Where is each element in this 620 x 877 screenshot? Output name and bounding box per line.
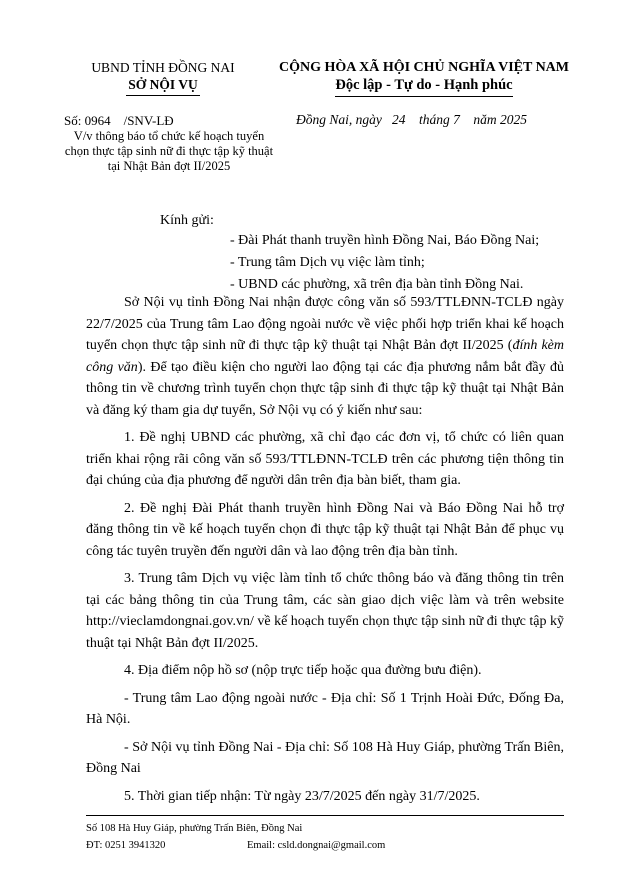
item-4-address-b: - Sở Nội vụ tỉnh Đồng Nai - Địa chỉ: Số 108 Hà Huy Giáp, phường Trấn Biên, Đồng Nai	[86, 739, 564, 776]
national-header	[274, 59, 574, 97]
recipient-item: - UBND các phường, xã trên địa bàn tỉnh Đồng Nai.	[230, 277, 524, 292]
item-4-address-a: - Trung tâm Lao động ngoài nước - Địa chỉ: Số 1 Trịnh Hoài Đức, Đống Đa, Hà Nội.	[86, 690, 564, 727]
letter-body	[86, 292, 564, 813]
page-footer	[86, 820, 564, 854]
national-motto: Độc lập - Tự do - Hạnh phúc	[335, 77, 513, 93]
document-subject: V/v thông báo tổ chức kế hoạch tuyển chọn thực tập sinh nữ đi thực tập kỹ thuật tại Nhật Bản đợt II/2025	[64, 129, 274, 173]
item-4: 4. Địa điểm nộp hồ sơ (nộp trực tiếp hoặc qua đường bưu điện).	[124, 663, 482, 678]
footer-phone: ĐT: 0251 3941320	[86, 840, 166, 851]
recipient-list	[230, 230, 539, 296]
greeting: Kính gửi:	[160, 213, 214, 228]
footer-email: Email: csld.dongnai@gmail.com	[247, 840, 386, 851]
recipient-item: - Trung tâm Dịch vụ việc làm tỉnh;	[230, 255, 425, 270]
motto-underline	[335, 96, 513, 97]
issuer-dept: SỞ NỘI VỤ	[128, 77, 198, 92]
footer-divider	[86, 815, 564, 816]
item-1: 1. Đề nghị UBND các phường, xã chỉ đạo các đơn vị, tổ chức có liên quan triển khai rộng rãi công văn số 593/TTLĐNN-TCLĐ trên các phương tiện thông tin đại chúng của địa phương để người dân trên địa bàn biết, tham gia.	[86, 430, 564, 488]
item-5: 5. Thời gian tiếp nhận: Từ ngày 23/7/2025 đến ngày 31/7/2025.	[124, 788, 480, 804]
intro-paragraph: Sở Nội vụ tỉnh Đồng Nai nhận được công văn số 593/TTLĐNN-TCLĐ ngày 22/7/2025 của Trung tâm Lao động ngoài nước về việc phối hợp triển khai kế hoạch tuyển chọn thực tập sinh nữ đi thực tập kỹ thuật tại Nhật Bản đợt II/2025 (đính kèm công văn). Để tạo điều kiện cho người lao động tại các địa phương nắm bắt đầy đủ thông tin về chương trình tuyển chọn thực tập sinh đi thực tập kỹ thuật tại Nhật Bản và đăng ký tham gia dự tuyển, Sở Nội vụ có ý kiến như sau:	[86, 295, 564, 418]
issuer-block	[58, 60, 268, 96]
item-3: 3. Trung tâm Dịch vụ việc làm tỉnh tổ chức thông báo và đăng thông tin trên tại các bảng thông tin của Trung tâm, các sàn giao dịch việc làm và trên website http://vieclamdongnai.gov.vn/ về kế hoạch tuyển chọn thực tập sinh nữ đi thực tập kỹ thuật tại Nhật Bản đợt II/2025.	[86, 571, 564, 651]
item-2: 2. Đề nghị Đài Phát thanh truyền hình Đồng Nai và Báo Đồng Nai hỗ trợ đăng thông tin về kế hoạch tuyển chọn đi thực tập kỹ thuật tại Nhật Bản để phục vụ công tác tuyên truyền đến người dân và lao động trên địa bàn tỉnh.	[86, 500, 564, 559]
nation-title: CỘNG HÒA XÃ HỘI CHỦ NGHĨA VIỆT NAM	[278, 60, 569, 75]
footer-address: Số 108 Hà Huy Giáp, phường Trấn Biên, Đồng Nai	[86, 823, 303, 834]
issuer-org: UBND TỈNH ĐỒNG NAI	[91, 60, 235, 75]
document-date: Đồng Nai, ngày 24 tháng 7 năm 2025	[296, 112, 527, 127]
issuer-underline	[126, 95, 200, 96]
recipient-item: - Đài Phát thanh truyền hình Đồng Nai, Báo Đồng Nai;	[230, 233, 540, 248]
attachment-note: đính kèm công văn	[86, 338, 564, 375]
document-number: Số: 0964 /SNV-LĐ	[64, 113, 174, 128]
